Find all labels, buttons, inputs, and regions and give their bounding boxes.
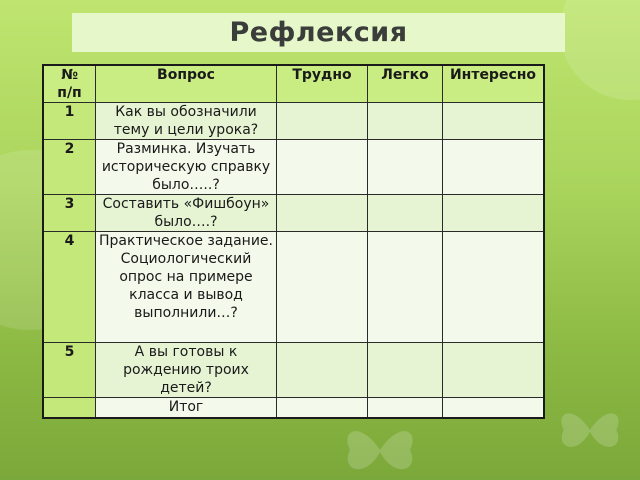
question-cell: Практическое задание. Социологический опрос на примере класса и вывод выполнили…? (96, 232, 277, 343)
title-banner (72, 13, 565, 52)
row-number: 3 (43, 195, 96, 232)
question-cell: А вы готовы к рождению троих детей? (96, 343, 277, 398)
column-header-number (43, 65, 96, 103)
butterfly-decoration-icon (340, 420, 420, 480)
column-header-interesting: Интересно (443, 65, 545, 103)
butterfly-decoration-icon (555, 400, 625, 460)
table-row (43, 195, 544, 232)
hard-cell[interactable] (277, 232, 368, 343)
background-circle-decoration (560, 0, 640, 100)
row-number: 1 (43, 103, 96, 140)
row-number (43, 398, 96, 418)
row-number: 4 (43, 232, 96, 343)
header-num-symbol: № (61, 67, 78, 83)
page-title: Рефлексия (229, 17, 408, 48)
interesting-cell[interactable] (443, 398, 545, 418)
hard-cell[interactable] (277, 195, 368, 232)
easy-cell[interactable] (368, 103, 443, 140)
easy-cell[interactable] (368, 140, 443, 195)
column-header-question: Вопрос (96, 65, 277, 103)
row-number: 5 (43, 343, 96, 398)
question-cell: Как вы обозначили тему и цели урока? (96, 103, 277, 140)
question-cell: Разминка. Изучать историческую справку было…..? (96, 140, 277, 195)
table-row-total (43, 398, 544, 418)
total-label: Итог (96, 398, 277, 418)
interesting-cell[interactable] (443, 103, 545, 140)
hard-cell[interactable] (277, 140, 368, 195)
hard-cell[interactable] (277, 398, 368, 418)
table-row (43, 343, 544, 398)
easy-cell[interactable] (368, 232, 443, 343)
easy-cell[interactable] (368, 195, 443, 232)
table-row (43, 140, 544, 195)
row-number: 2 (43, 140, 96, 195)
table-header-row (43, 65, 544, 103)
table-row (43, 232, 544, 343)
hard-cell[interactable] (277, 343, 368, 398)
header-num-abbrev: п/п (57, 85, 82, 101)
interesting-cell[interactable] (443, 140, 545, 195)
easy-cell[interactable] (368, 398, 443, 418)
question-cell: Составить «Фишбоун» было….? (96, 195, 277, 232)
column-header-easy: Легко (368, 65, 443, 103)
table-row (43, 103, 544, 140)
reflection-table (42, 64, 545, 419)
easy-cell[interactable] (368, 343, 443, 398)
hard-cell[interactable] (277, 103, 368, 140)
interesting-cell[interactable] (443, 195, 545, 232)
interesting-cell[interactable] (443, 343, 545, 398)
interesting-cell[interactable] (443, 232, 545, 343)
column-header-hard: Трудно (277, 65, 368, 103)
